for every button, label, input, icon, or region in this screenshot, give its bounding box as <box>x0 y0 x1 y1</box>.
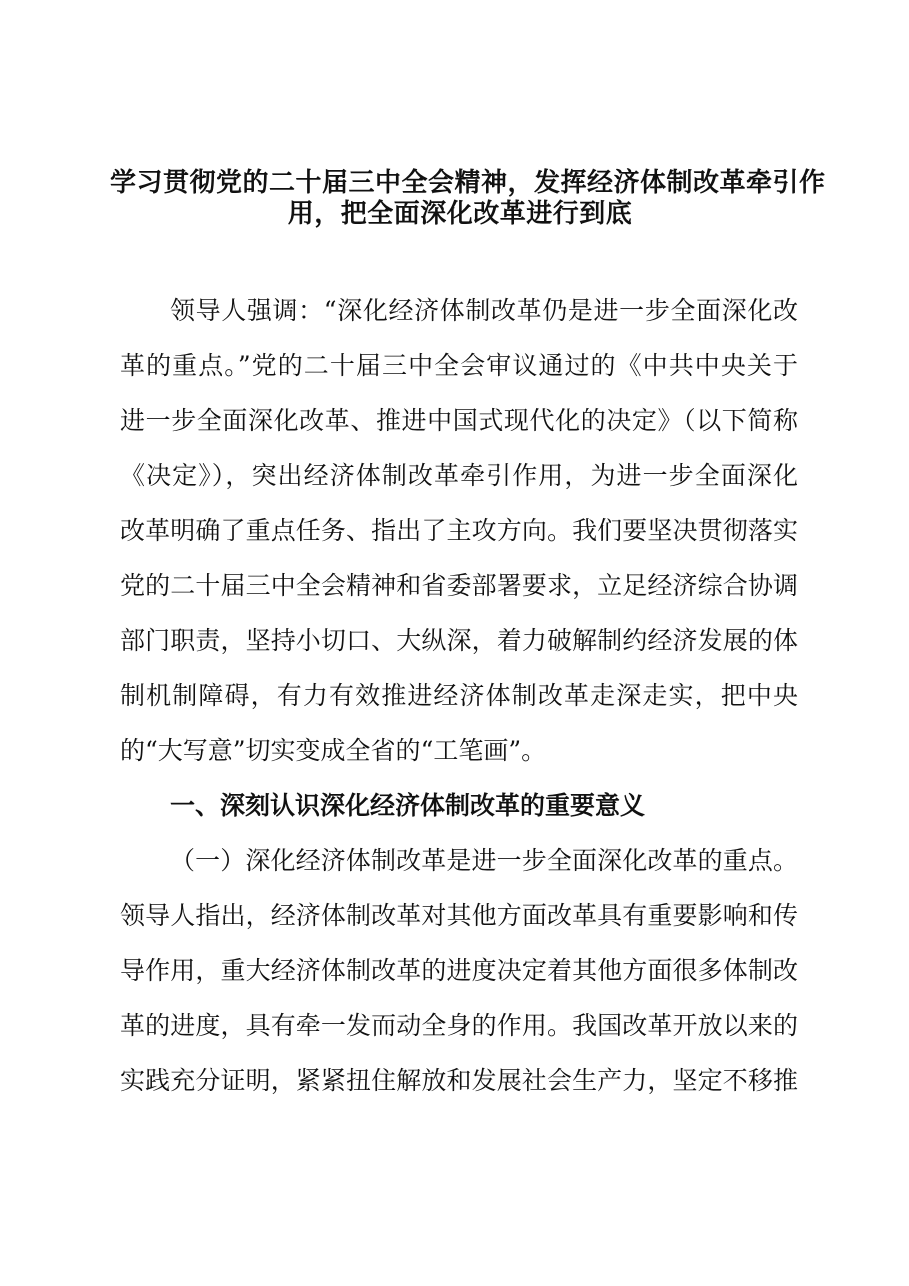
paragraph-line: 领导人指出，经济体制改革对其他方面改革具有重要影响和传 <box>120 901 798 930</box>
paragraph-line: 领导人强调：“深化经济体制改革仍是进一步全面深化改 <box>170 296 798 325</box>
document-title-line-2: 用，把全面深化改革进行到底 <box>287 199 633 229</box>
paragraph-line: 制机制障碍，有力有效推进经济体制改革走深走实，把中央 <box>120 681 798 710</box>
paragraph-line: 革的重点。”党的二十届三中全会审议通过的《中共中央关于 <box>120 351 798 380</box>
paragraph-line: 实践充分证明，紧紧扭住解放和发展社会生产力，坚定不移推 <box>120 1066 798 1095</box>
paragraph-line: 改革明确了重点任务、指出了主攻方向。我们要坚决贯彻落实 <box>120 516 798 545</box>
section-heading-1: 一、深刻认识深化经济体制改革的重要意义 <box>170 791 646 820</box>
paragraph-line: 革的进度，具有牵一发而动全身的作用。我国改革开放以来的 <box>120 1011 798 1040</box>
document-title-line-1: 学习贯彻党的二十届三中全会精神，发挥经济体制改革牵引作 <box>110 168 826 198</box>
paragraph-line: （一）深化经济体制改革是进一步全面深化改革的重点。 <box>170 846 798 875</box>
paragraph-line: 的“大写意”切实变成全省的“工笔画”。 <box>120 736 547 765</box>
paragraph-line: 党的二十届三中全会精神和省委部署要求，立足经济综合协调 <box>120 571 798 600</box>
paragraph-line: 《决定》），突出经济体制改革牵引作用，为进一步全面深化 <box>120 461 798 490</box>
paragraph-line: 导作用，重大经济体制改革的进度决定着其他方面很多体制改 <box>120 956 798 985</box>
paragraph-line: 进一步全面深化改革、推进中国式现代化的决定》（以下简称 <box>120 406 798 435</box>
paragraph-line: 部门职责，坚持小切口、大纵深，着力破解制约经济发展的体 <box>120 626 798 655</box>
